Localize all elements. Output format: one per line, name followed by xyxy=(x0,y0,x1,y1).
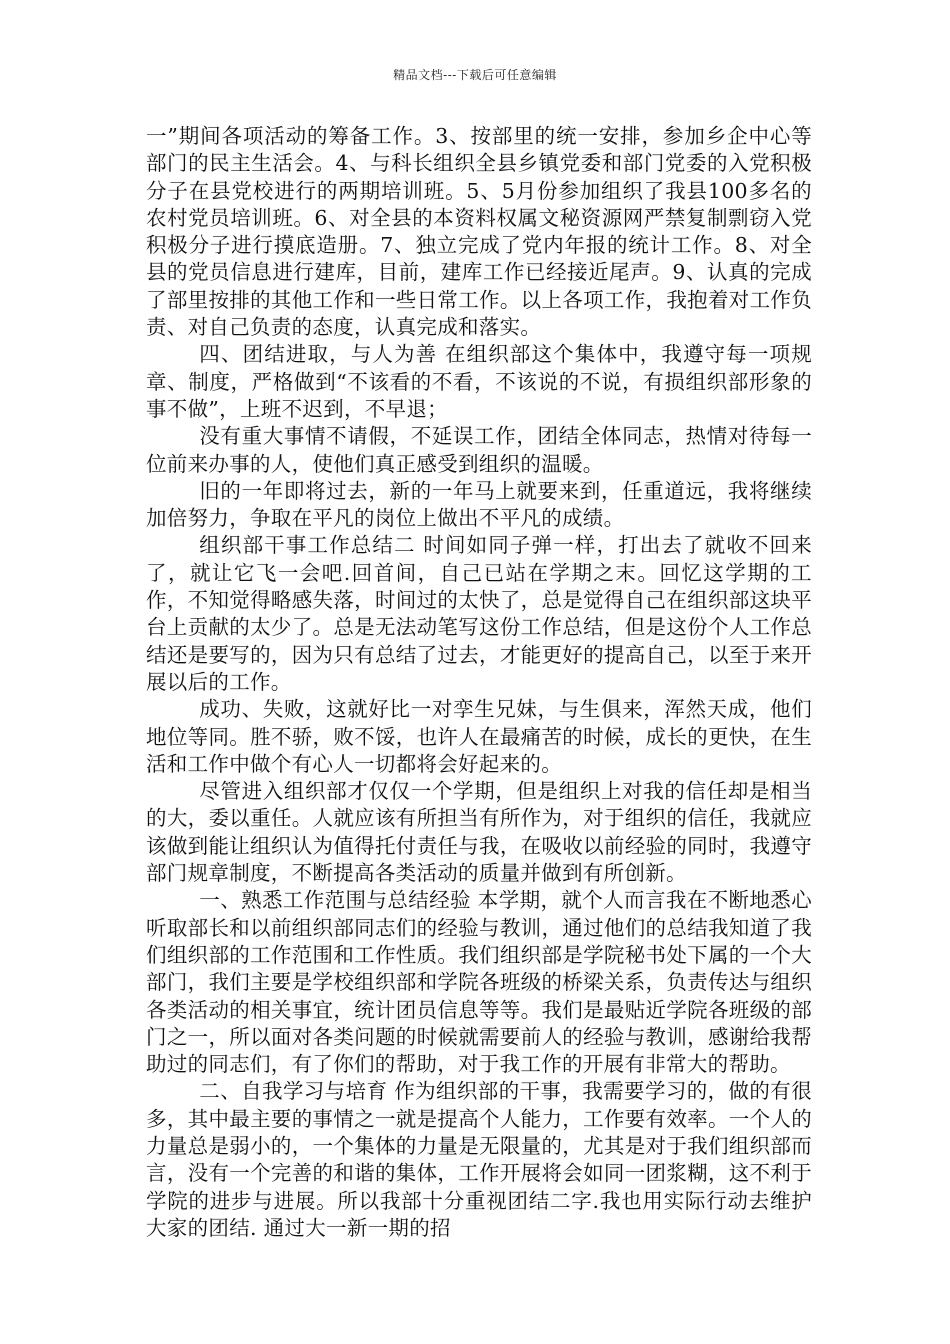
paragraph: 旧的一年即将过去，新的一年马上就要来到，任重道远，我将继续加倍努力，争取在平凡的岗位上做出不平凡的成绩。 xyxy=(146,478,812,531)
paragraph: 成功、失败，这就好比一对孪生兄妹，与生俱来，浑然天成，他们地位等同。胜不骄，败不馁，也许人在最痛苦的时候，成长的更快，在生活和工作中做个有心人一切都将会好起来的。 xyxy=(146,697,812,776)
document-body xyxy=(146,123,812,1242)
paragraph: 二、自我学习与培育 作为组织部的干事，我需要学习的，做的有很多，其中最主要的事情之一就是提高个人能力，工作要有效率。一个人的力量总是弱小的，一个集体的力量是无限量的，尤其是对于我们组织部而言，没有一个完善的和谐的集体，工作开展将会如同一团浆糊，这不利于学院的进步与进展。所以我部十分重视团结二字.我也用实际行动去维护大家的团结. 通过大一新一期的招 xyxy=(146,1079,812,1240)
paragraph: 一、熟悉工作范围与总结经验 本学期，就个人而言我在不断地悉心听取部长和以前组织部同志们的经验与教训，通过他们的总结我知道了我们组织部的工作范围和工作性质。我们组织部是学院秘书处下属的一个大部门，我们主要是学校组织部和学院各班级的桥梁关系，负责传达与组织各类活动的相关事宜，统计团员信息等等。我们是最贴近学院各班级的部门之一，所以面对各类问题的时候就需要前人的经验与教训，感谢给我帮助过的同志们，有了你们的帮助，对于我工作的开展有非常大的帮助。 xyxy=(146,888,812,1077)
paragraph: 尽管进入组织部才仅仅一个学期，但是组织上对我的信任却是相当的大，委以重任。人就应该有所担当有所作为，对于组织的信任，我就应该做到能让组织认为值得托付责任与我，在吸收以前经验的同时，我遵守部门规章制度，不断提高各类活动的质量并做到有所创新。 xyxy=(146,779,812,886)
paragraph: 组织部干事工作总结二 时间如同子弹一样，打出去了就收不回来了，就让它飞一会吧.回首间，自己已站在学期之末。回忆这学期的工作，不知觉得略感失落，时间过的太快了，总是觉得自己在组织部这块平台上贡献的太少了。总是无法动笔写这份工作总结，但是这份个人工作总结还是要写的，因为只有总结了过去，才能更好的提高自己，以至于来开展以后的工作。 xyxy=(146,533,812,694)
page-header: 精品文档---下载后可任意编辑 xyxy=(393,68,557,82)
paragraph: 没有重大事情不请假，不延误工作，团结全体同志，热情对待每一位前来办事的人，使他们真正感受到组织的温暖。 xyxy=(146,424,812,476)
paragraph: 一”期间各项活动的筹备工作。3、按部里的统一安排，参加乡企中心等部门的民主生活会。4、与科长组织全县乡镇党委和部门党委的入党积极分子在县党校进行的两期培训班。5、5月份参加组织了我县100多名的农村党员培训班。6、对全县的本资料权属文秘资源网严禁复制剽窃入党积极分子进行摸底造册。7、独立完成了党内年报的统计工作。8、对全县的党员信息进行建库，目前，建库工作已经接近尾声。9、认真的完成了部里按排的其他工作和一些日常工作。以上各项工作，我抱着对工作负责、对自己负责的态度，认真完成和落实。 xyxy=(146,124,812,340)
paragraph: 四、团结进取，与人为善 在组织部这个集体中，我遵守每一项规章、制度，严格做到“不该看的不看，不该说的不说，有损组织部形象的事不做”，上班不迟到，不早退； xyxy=(146,342,812,421)
